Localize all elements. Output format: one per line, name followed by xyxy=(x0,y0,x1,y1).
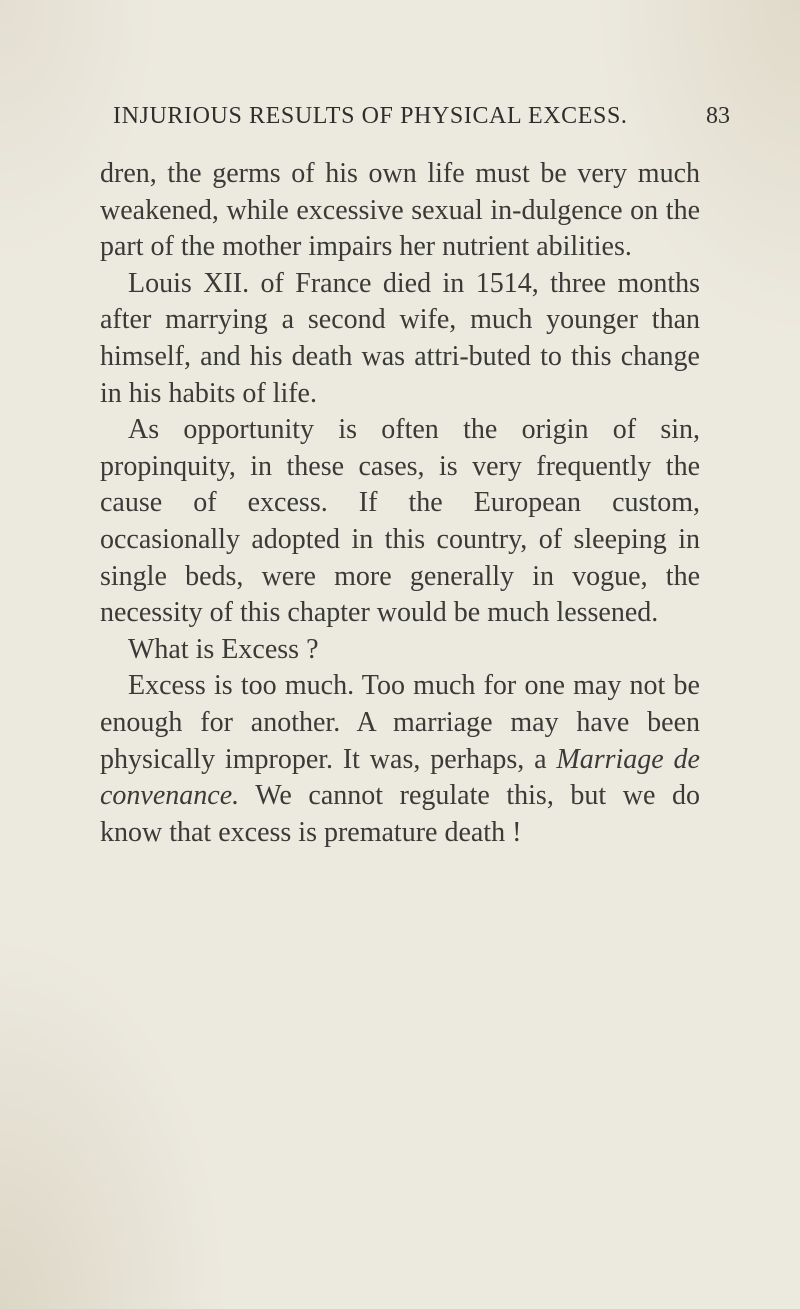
paragraph-excess-start: Excess is too much. Too much for one may not be enough for another. A marriage may have been physically improper. It was, perhaps, a xyxy=(100,670,700,775)
paragraph-excess-italic-phrase: Marriage de convenance. xyxy=(100,743,700,812)
paragraph-excess-end: We cannot regulate this, but we do know that excess is premature death ! xyxy=(100,780,700,848)
body-text xyxy=(100,156,700,851)
paragraph-continuation: dren, the germs of his own life must be very much weakened, while excessive sexual in-dulgence on the part of the mother impairs her nutrient abilities. xyxy=(100,158,700,263)
paragraph-opportunity: As opportunity is often the origin of sin, propinquity, in these cases, is very frequently the cause of excess. If the European custom, occasionally adopted in this country, of sleeping in single beds, were more generally in vogue, the necessity of this chapter would be much lessened. xyxy=(100,414,700,629)
running-head-title: INJURIOUS RESULTS OF PHYSICAL EXCESS. xyxy=(113,103,628,129)
paragraph-louis-xii: Louis XII. of France died in 1514, three months after marrying a second wife, much younger than himself, and his death was attri-buted to this change in his habits of life. xyxy=(100,267,700,409)
running-head xyxy=(0,103,800,143)
paragraph-excess xyxy=(100,668,700,851)
page-number: 83 xyxy=(706,103,730,129)
paragraph-question: What is Excess ? xyxy=(128,633,319,665)
